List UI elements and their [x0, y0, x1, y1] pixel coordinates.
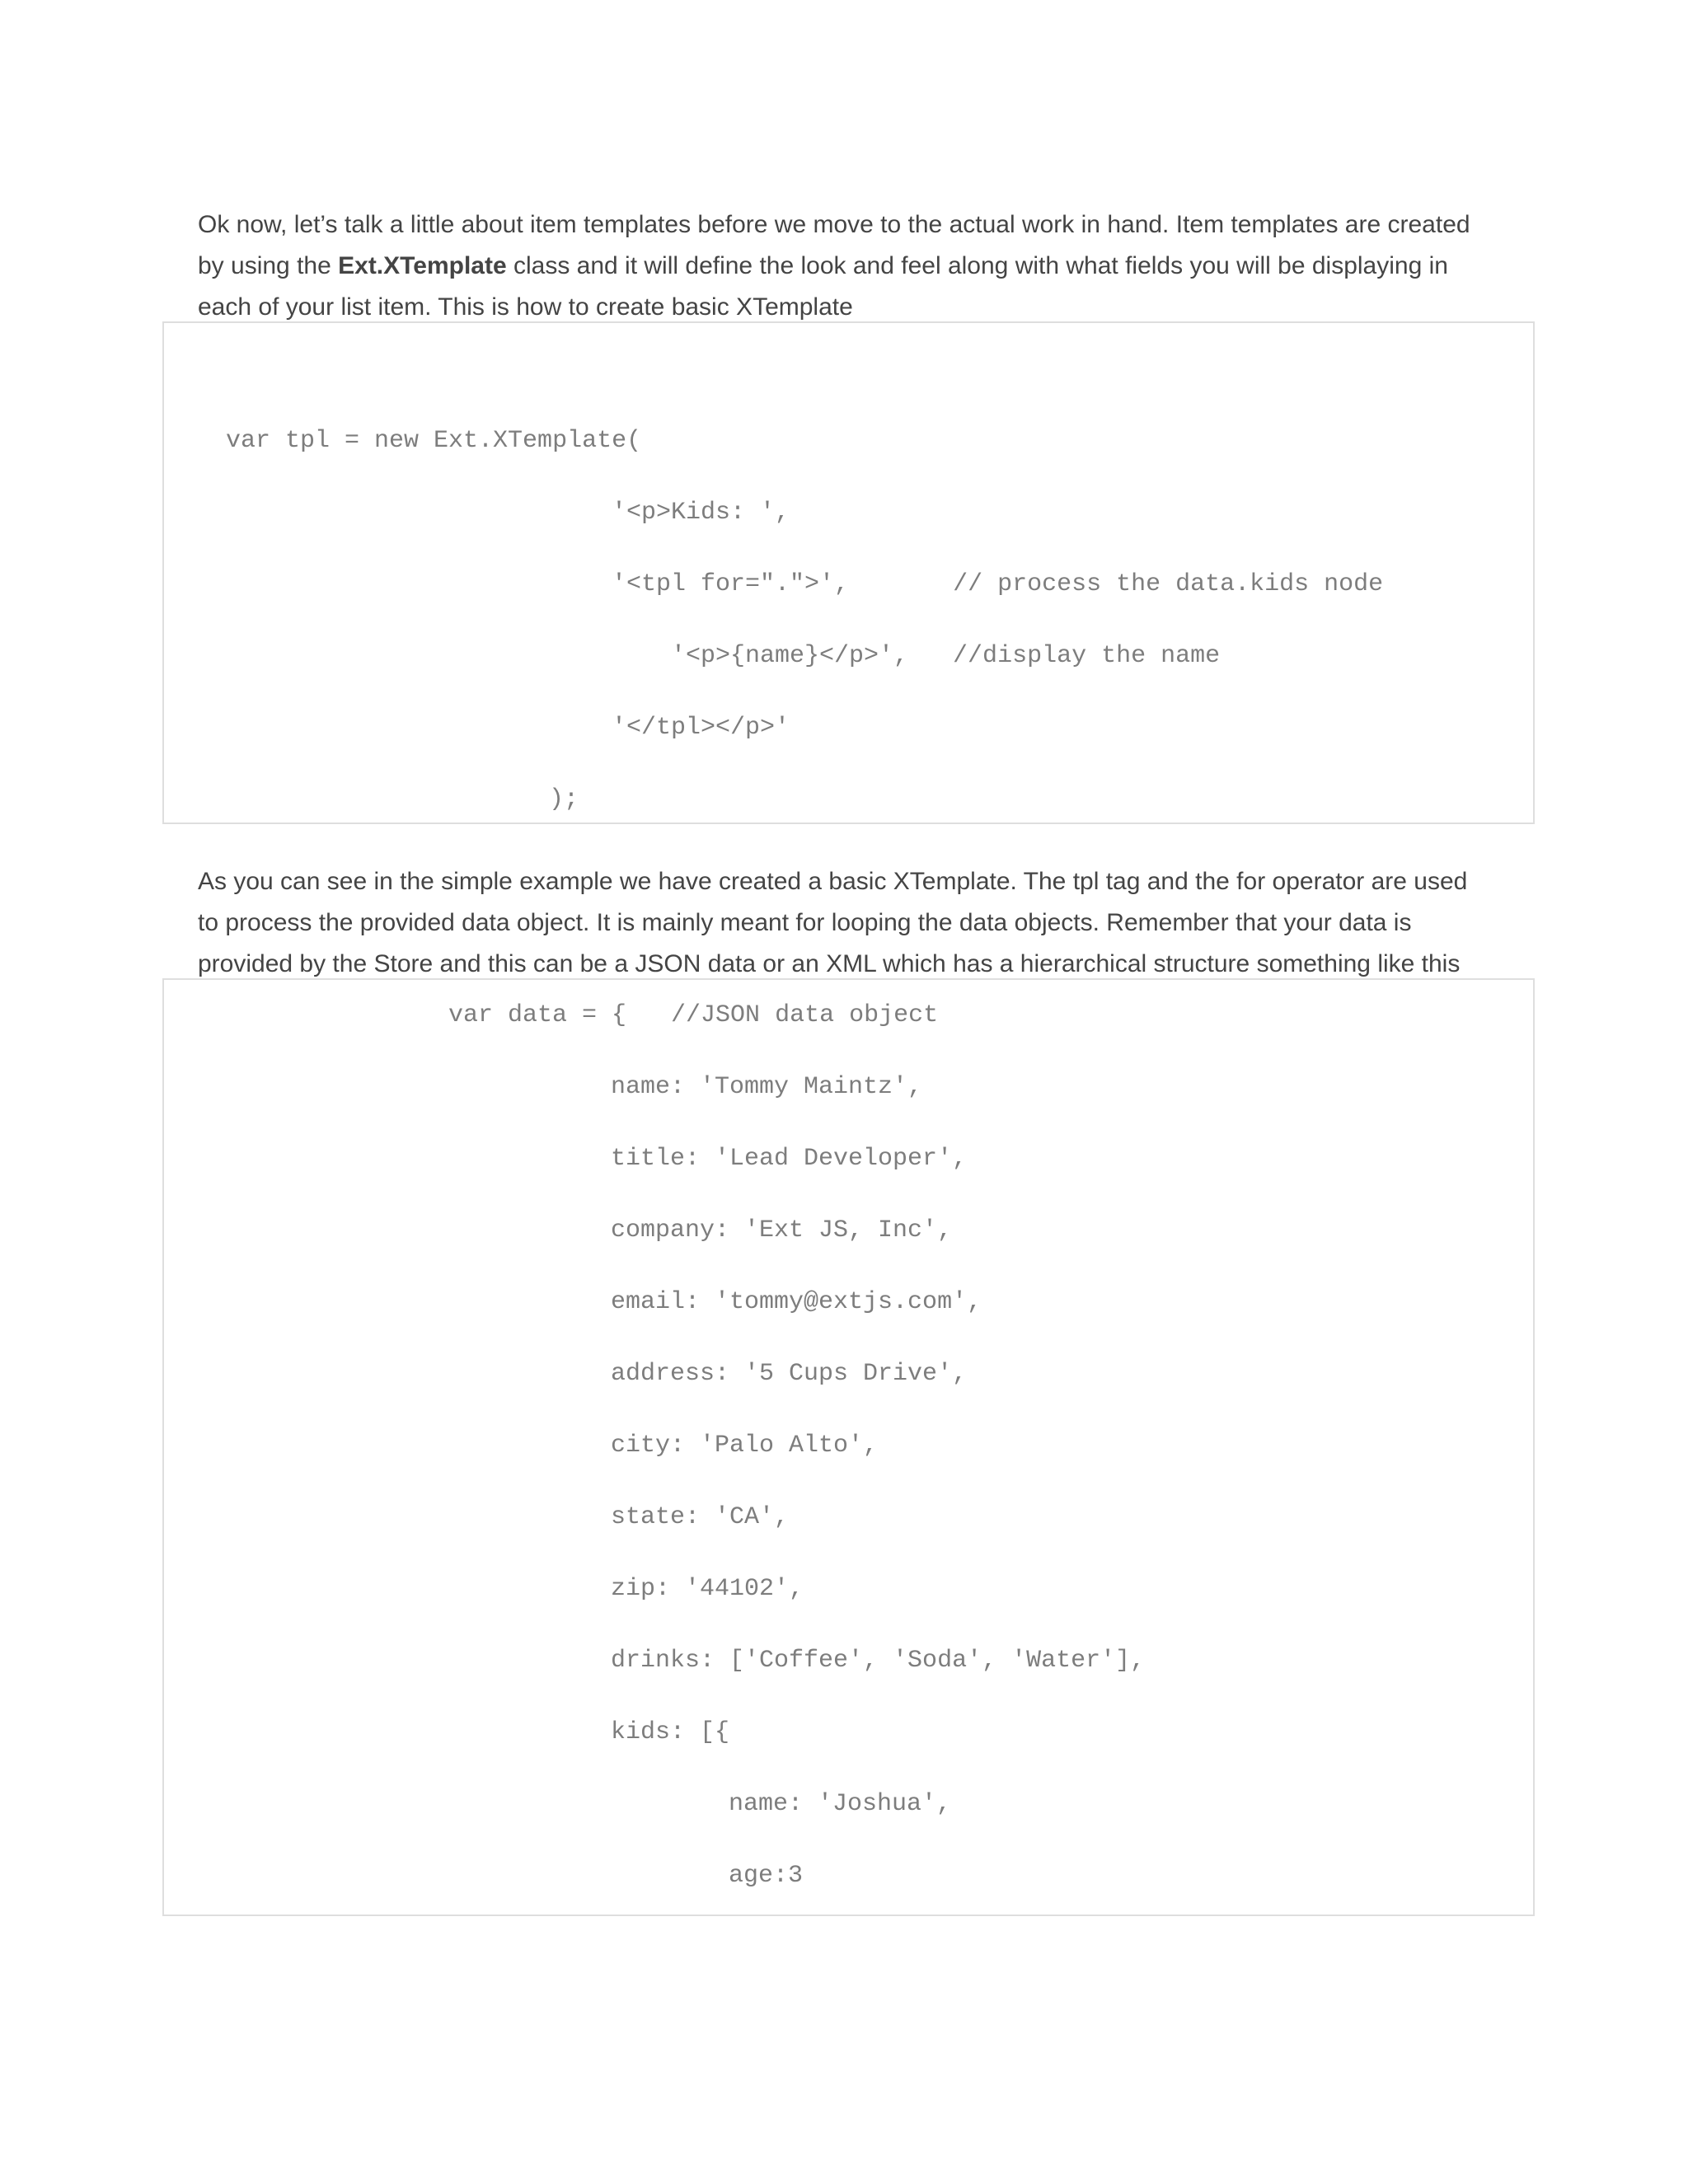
- code-line: age:3: [729, 1862, 804, 1890]
- paragraph-line: provided by the Store and this can be a JSON data or an XML which has a hierarchical structure something like this: [198, 950, 1461, 977]
- paragraph-text: by using the: [198, 252, 339, 279]
- code-line: );: [549, 785, 579, 813]
- paragraph-line: each of your list item. This is how to create basic XTemplate: [198, 293, 853, 321]
- code-line: drinks: ['Coffee', 'Soda', 'Water'],: [611, 1647, 1146, 1675]
- paragraph-line: As you can see in the simple example we have created a basic XTemplate. The tpl tag and the for operator are used: [198, 868, 1468, 895]
- code-line: email: 'tommy@extjs.com',: [611, 1288, 982, 1316]
- intro-paragraph: [198, 204, 1492, 328]
- code-line: state: 'CA',: [611, 1503, 790, 1531]
- code-line: city: 'Palo Alto',: [611, 1432, 879, 1460]
- code-line: var data = { //JSON data object: [448, 1001, 939, 1029]
- code-line: var tpl = new Ext.XTemplate(: [226, 427, 642, 455]
- paragraph-line: to process the provided data object. It is mainly meant for looping the data objects. Remember that your data is: [198, 909, 1412, 936]
- paragraph-text: class and it will define the look and feel along with what fields you will be displaying in: [506, 252, 1448, 279]
- code-line: '<p>Kids: ',: [612, 499, 790, 527]
- code-line: address: '5 Cups Drive',: [611, 1360, 968, 1388]
- code-line: name: 'Tommy Maintz',: [611, 1073, 923, 1101]
- code-line: kids: [{: [611, 1718, 730, 1746]
- json-data-code-block: [162, 978, 1535, 1916]
- paragraph-line: Ok now, let’s talk a little about item templates before we move to the actual work in hand. Item templates are created: [198, 211, 1470, 238]
- xtemplate-code-block: [162, 321, 1535, 824]
- code-line: title: 'Lead Developer',: [611, 1145, 968, 1173]
- code-line: name: 'Joshua',: [729, 1790, 952, 1818]
- code-line: '</tpl></p>': [612, 714, 790, 742]
- code-line: '<p>{name}</p>', //display the name: [671, 642, 1221, 670]
- class-name-bold: Ext.XTemplate: [338, 252, 507, 279]
- code-line: zip: '44102',: [611, 1575, 804, 1603]
- code-line: company: 'Ext JS, Inc',: [611, 1216, 953, 1244]
- explanation-paragraph: [198, 861, 1492, 985]
- paragraph-line: [198, 246, 1492, 287]
- code-line: '<tpl for=".">', // process the data.kids node: [612, 570, 1384, 598]
